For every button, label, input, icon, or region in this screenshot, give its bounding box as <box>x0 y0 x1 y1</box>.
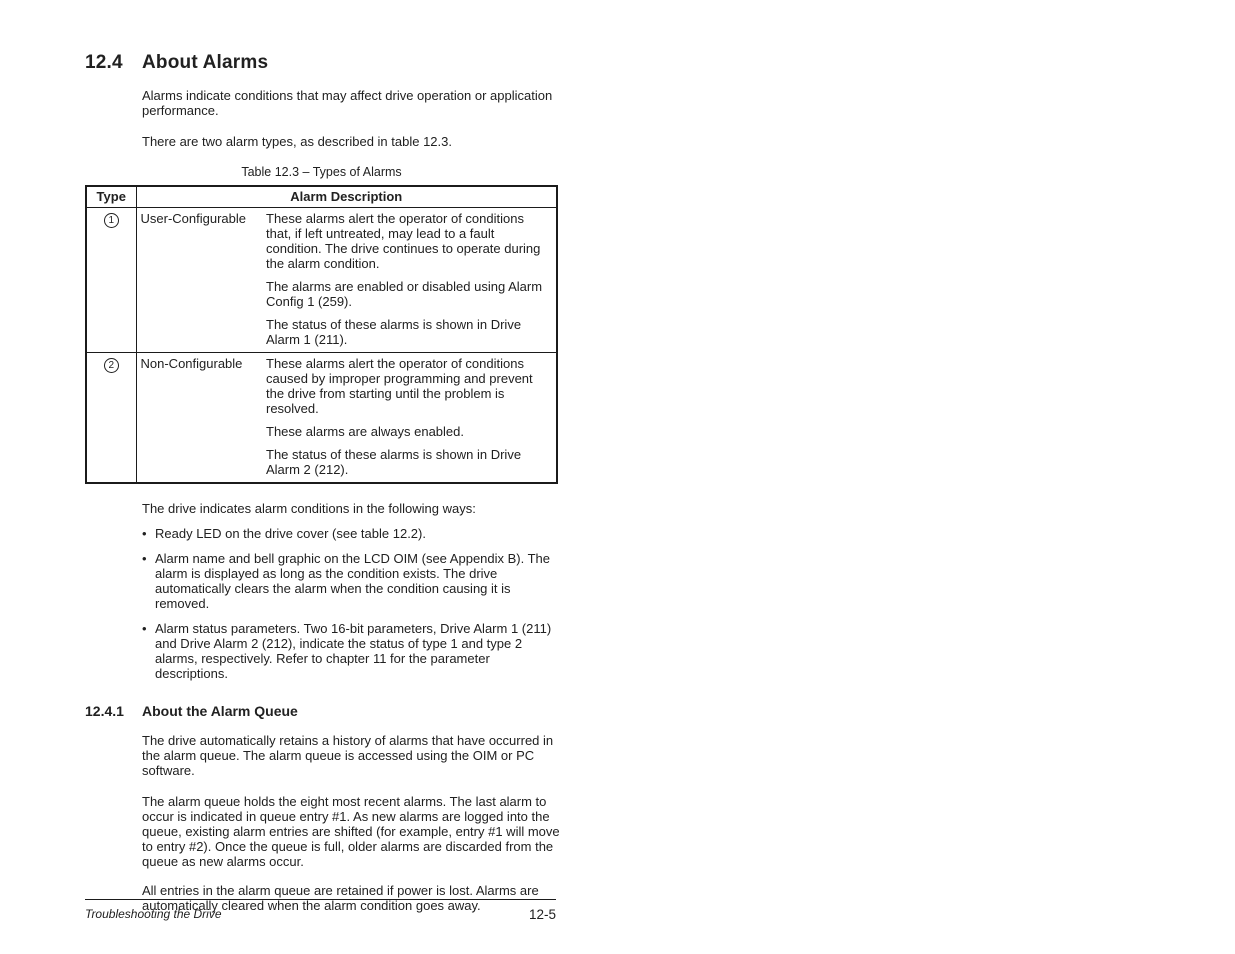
section-title: About Alarms <box>142 52 269 73</box>
subsection-number: 12.4.1 <box>85 703 124 719</box>
bullet-icon: • <box>142 526 147 541</box>
table-row <box>86 208 557 353</box>
queue-paragraph: All entries in the alarm queue are retained if power is lost. Alarms are automatically cleared when the alarm condition goes away. <box>142 883 539 913</box>
column-header-description: Alarm Description <box>136 186 557 208</box>
circled-number: 2 <box>104 358 119 373</box>
circled-number: 1 <box>104 213 119 228</box>
section-intro <box>85 88 558 149</box>
bullet-list <box>142 526 562 681</box>
intro-paragraph: There are two alarm types, as described in table 12.3. <box>142 134 452 149</box>
bullet-item <box>142 551 562 611</box>
type-symbol-cell <box>86 208 136 353</box>
alarm-name-cell: User-Configurable <box>140 211 246 226</box>
alarm-indication-section <box>85 501 558 681</box>
bullet-item <box>142 621 562 681</box>
section-heading <box>85 52 558 74</box>
footer-chapter-title: Troubleshooting the Drive <box>85 907 222 921</box>
description-paragraph: These alarms alert the operator of conditions that, if left untreated, may lead to a fault condition. The drive continues to operate during the alarm condition. <box>266 211 541 271</box>
page-footer <box>85 899 556 922</box>
description-paragraph: These alarms are always enabled. <box>266 424 464 439</box>
ways-intro: The drive indicates alarm conditions in the following ways: <box>142 501 476 516</box>
bullet-text: Alarm name and bell graphic on the LCD OIM (see Appendix B). The alarm is displayed as long as the condition exists. The drive automatically clears the alarm when the condition causing it is removed. <box>155 551 551 611</box>
section-number: 12.4 <box>85 52 123 73</box>
subsection-heading <box>85 703 558 719</box>
bullet-item <box>142 526 562 541</box>
alarm-description-cell <box>262 208 557 353</box>
alarm-types-table <box>85 185 558 484</box>
bullet-icon: • <box>142 551 147 566</box>
description-paragraph: These alarms alert the operator of conditions caused by improper programming and prevent the drive from starting until the problem is resolved. <box>266 356 533 416</box>
bullet-text: Ready LED on the drive cover (see table 12.2). <box>155 526 426 541</box>
bullet-text: Alarm status parameters. Two 16-bit parameters, Drive Alarm 1 (211) and Drive Alarm 2 (212), indicate the status of type 1 and type 2 alarms, respectively. Refer to chapter 11 for the parameter descriptions. <box>155 621 552 681</box>
intro-paragraph: Alarms indicate conditions that may affect drive operation or application performance. <box>142 88 553 118</box>
description-paragraph: The status of these alarms is shown in Drive Alarm 2 (212). <box>266 447 522 477</box>
subsection-title: About the Alarm Queue <box>142 703 298 719</box>
type-symbol-cell <box>86 353 136 484</box>
table-header-row <box>86 186 557 208</box>
alarm-description-cell <box>262 353 557 484</box>
alarm-name-cell: Non-Configurable <box>136 353 262 484</box>
table-row <box>86 353 557 484</box>
alarm-queue-section <box>85 733 558 913</box>
page-content <box>85 0 558 913</box>
description-paragraph: The status of these alarms is shown in Drive Alarm 1 (211). <box>266 317 522 347</box>
description-paragraph: The alarms are enabled or disabled using Alarm Config 1 (259). <box>266 279 543 309</box>
bullet-icon: • <box>142 621 147 636</box>
queue-paragraph: The drive automatically retains a history of alarms that have occurred in the alarm queue. The alarm queue is accessed using the OIM or PC software. <box>142 733 554 778</box>
column-header-type: Type <box>86 186 136 208</box>
table-caption: Table 12.3 – Types of Alarms <box>241 165 402 179</box>
footer-page-number: 12-5 <box>528 907 556 922</box>
queue-paragraph: The alarm queue holds the eight most recent alarms. The last alarm to occur is indicated in queue entry #1. As new alarms are logged into the queue, existing alarm entries are shifted (for example, entry #1 will move to entry #2). Once the queue is full, older alarms are discarded from the queue as new alarms occur. <box>142 794 560 869</box>
